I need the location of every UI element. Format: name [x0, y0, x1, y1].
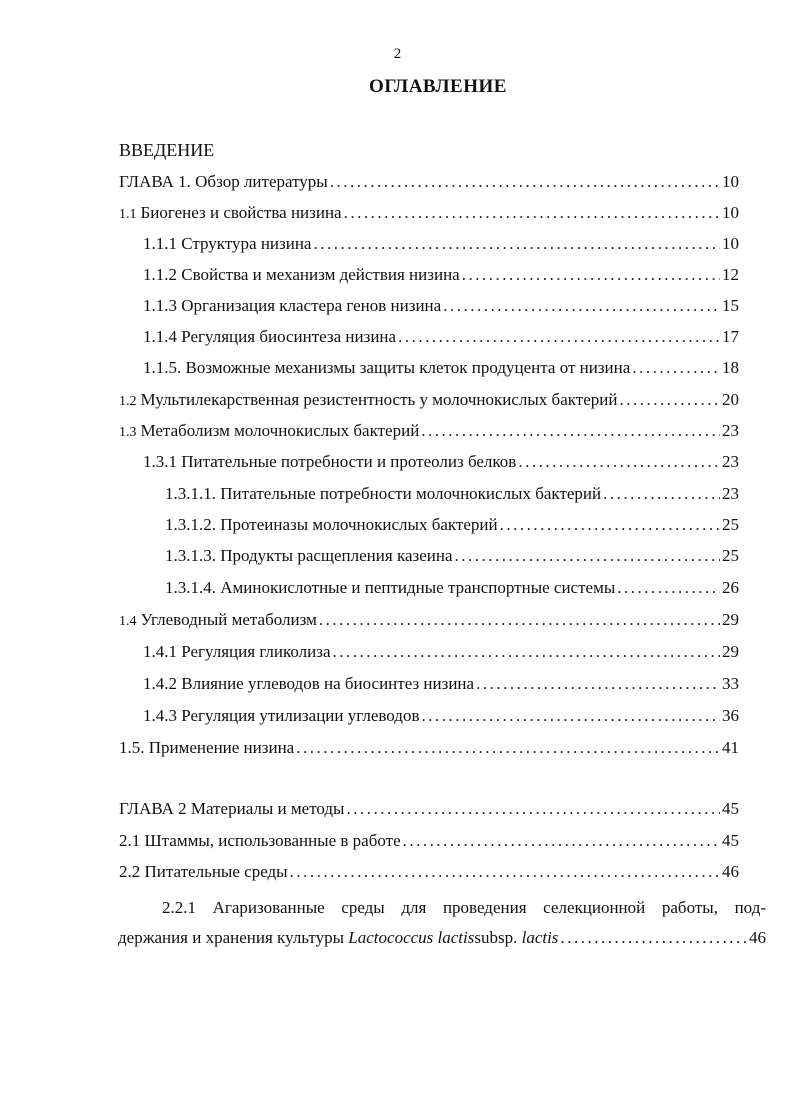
toc-entry-page: 23 — [722, 484, 739, 503]
toc-entry-page: 10 — [722, 203, 739, 222]
toc-entry-page: 45 — [722, 799, 739, 818]
toc-entry-label: Метаболизм молочнокислых бактерий — [140, 421, 420, 440]
toc-entry-text: держания и хранения культуры — [118, 928, 345, 947]
toc-entry-1-1-4 — [143, 327, 739, 347]
leader-dots — [296, 738, 720, 758]
toc-entry-line-2 — [118, 923, 766, 953]
toc-entry-label: 1.3.1.2. Протеиназы молочнокислых бактерий — [165, 515, 498, 534]
page-number: 2 — [393, 46, 402, 62]
leader-dots — [518, 452, 720, 472]
leader-dots — [333, 642, 720, 662]
leader-dots — [344, 203, 720, 223]
leader-dots — [313, 234, 720, 254]
toc-entry-page: 18 — [722, 358, 739, 377]
toc-entry-number: 1.4 — [119, 614, 137, 629]
leader-dots — [500, 515, 720, 535]
toc-intro: ВВЕДЕНИЕ — [119, 140, 215, 160]
toc-entry-page: 17 — [722, 327, 739, 346]
toc-entry-page: 15 — [722, 296, 739, 315]
toc-entry-2-2 — [119, 862, 739, 882]
leader-dots — [462, 265, 720, 285]
toc-entry-page: 12 — [722, 265, 739, 284]
toc-entry-label: ГЛАВА 2 Материалы и методы — [119, 799, 345, 818]
toc-entry-chapter-1 — [119, 172, 739, 192]
toc-entry-page: 10 — [722, 234, 739, 253]
toc-entry-1-3-1-2 — [165, 515, 739, 535]
leader-dots — [421, 421, 720, 441]
toc-entry-1-4-1 — [143, 642, 739, 662]
leader-dots — [330, 172, 720, 192]
toc-entry-page: 26 — [722, 578, 739, 597]
toc-entry-number: 1.2 — [119, 394, 137, 409]
leader-dots — [290, 862, 720, 882]
toc-entry-label: ГЛАВА 1. Обзор литературы — [119, 172, 328, 191]
toc-entry-page: 10 — [722, 172, 739, 191]
toc-entry-label: Биогенез и свойства низина — [140, 203, 342, 222]
toc-entry-page: 29 — [722, 642, 739, 661]
toc-entry-1-3-1-4 — [165, 578, 739, 598]
toc-entry-label: 1.1.2 Свойства и механизм действия низина — [143, 265, 460, 284]
leader-dots — [560, 923, 747, 953]
toc-entry-label: 1.1.3 Организация кластера генов низина — [143, 296, 442, 315]
leader-dots — [632, 358, 720, 378]
toc-entry-page: 23 — [722, 452, 739, 471]
toc-entry-label: 1.5. Применение низина — [119, 738, 295, 757]
toc-entry-page: 46 — [749, 928, 766, 947]
subsp-text: subsp. — [474, 928, 518, 947]
toc-entry-label: Углеводный метаболизм — [140, 610, 317, 629]
toc-entry-label: 2.2 Питательные среды — [119, 862, 288, 881]
toc-entry-1-1-3 — [143, 296, 739, 316]
toc-entry-page: 46 — [722, 862, 739, 881]
leader-dots — [619, 390, 720, 410]
toc-entry-number: 1.3 — [119, 425, 137, 440]
toc-entry-1-4-3 — [143, 706, 739, 726]
toc-entry-label: 1.3.1.4. Аминокислотные и пептидные транспортные системы — [165, 578, 616, 597]
toc-entry-number: 1.1 — [119, 207, 137, 222]
toc-entry-page: 25 — [722, 546, 739, 565]
toc-entry-chapter-2 — [119, 799, 739, 819]
toc-entry-1-1-1 — [143, 234, 739, 254]
leader-dots — [319, 610, 720, 630]
leader-dots — [346, 799, 720, 819]
page-title: ОГЛАВЛЕНИЕ — [369, 76, 507, 97]
species-name: Lactococcus lactis — [348, 928, 475, 947]
toc-entry-label: 1.4.3 Регуляция утилизации углеводов — [143, 706, 420, 725]
leader-dots — [476, 674, 720, 694]
toc-entry-1-1-5 — [143, 358, 739, 378]
toc-entry-label: 1.3.1.1. Питательные потребности молочнокислых бактерий — [165, 484, 602, 503]
toc-entry-label: 1.4.2 Влияние углеводов на биосинтез низина — [143, 674, 475, 693]
leader-dots — [398, 327, 720, 347]
toc-entry-2-2-1 — [118, 893, 766, 953]
toc-entry-page: 23 — [722, 421, 739, 440]
toc-entry-1-5 — [119, 738, 739, 758]
toc-entry-1-1-2 — [143, 265, 739, 285]
toc-entry-2-1 — [119, 831, 739, 851]
toc-entry-page: 45 — [722, 831, 739, 850]
toc-entry-label: 2.1 Штаммы, использованные в работе — [119, 831, 401, 850]
toc-entry-page: 25 — [722, 515, 739, 534]
toc-entry-line-1: 2.2.1 Агаризованные среды для проведения селекционной работы, под- — [162, 898, 766, 917]
toc-entry-label: Мультилекарственная резистентность у молочнокислых бактерий — [140, 390, 618, 409]
toc-entry-label: 1.1.4 Регуляция биосинтеза низина — [143, 327, 397, 346]
toc-entry-label: 1.3.1.3. Продукты расщепления казеина — [165, 546, 453, 565]
toc-entry-1-3-1 — [143, 452, 739, 472]
leader-dots — [617, 578, 720, 598]
toc-entry-1-2 — [119, 390, 739, 410]
toc-entry-1-4 — [119, 610, 739, 630]
toc-entry-page: 41 — [722, 738, 739, 757]
toc-entry-page: 33 — [722, 674, 739, 693]
toc-entry-1-3-1-3 — [165, 546, 739, 566]
leader-dots — [421, 706, 720, 726]
toc-entry-page: 29 — [722, 610, 739, 629]
leader-dots — [603, 484, 720, 504]
toc-entry-label: 1.4.1 Регуляция гликолиза — [143, 642, 331, 661]
toc-entry-page: 36 — [722, 706, 739, 725]
leader-dots — [403, 831, 720, 851]
toc-entry-1-3-1-1 — [165, 484, 739, 504]
subspecies-name: lactis — [521, 928, 559, 947]
toc-entry-1-1 — [119, 203, 739, 223]
toc-entry-label: 1.3.1 Питательные потребности и протеолиз белков — [143, 452, 517, 471]
toc-entry-label: 1.1.1 Структура низина — [143, 234, 312, 253]
toc-entry-1-4-2 — [143, 674, 739, 694]
toc-entry-1-3 — [119, 421, 739, 441]
toc-entry-page: 20 — [722, 390, 739, 409]
leader-dots — [455, 546, 721, 566]
leader-dots — [443, 296, 720, 316]
toc-entry-label: 1.1.5. Возможные механизмы защиты клеток продуцента от низина — [143, 358, 631, 377]
